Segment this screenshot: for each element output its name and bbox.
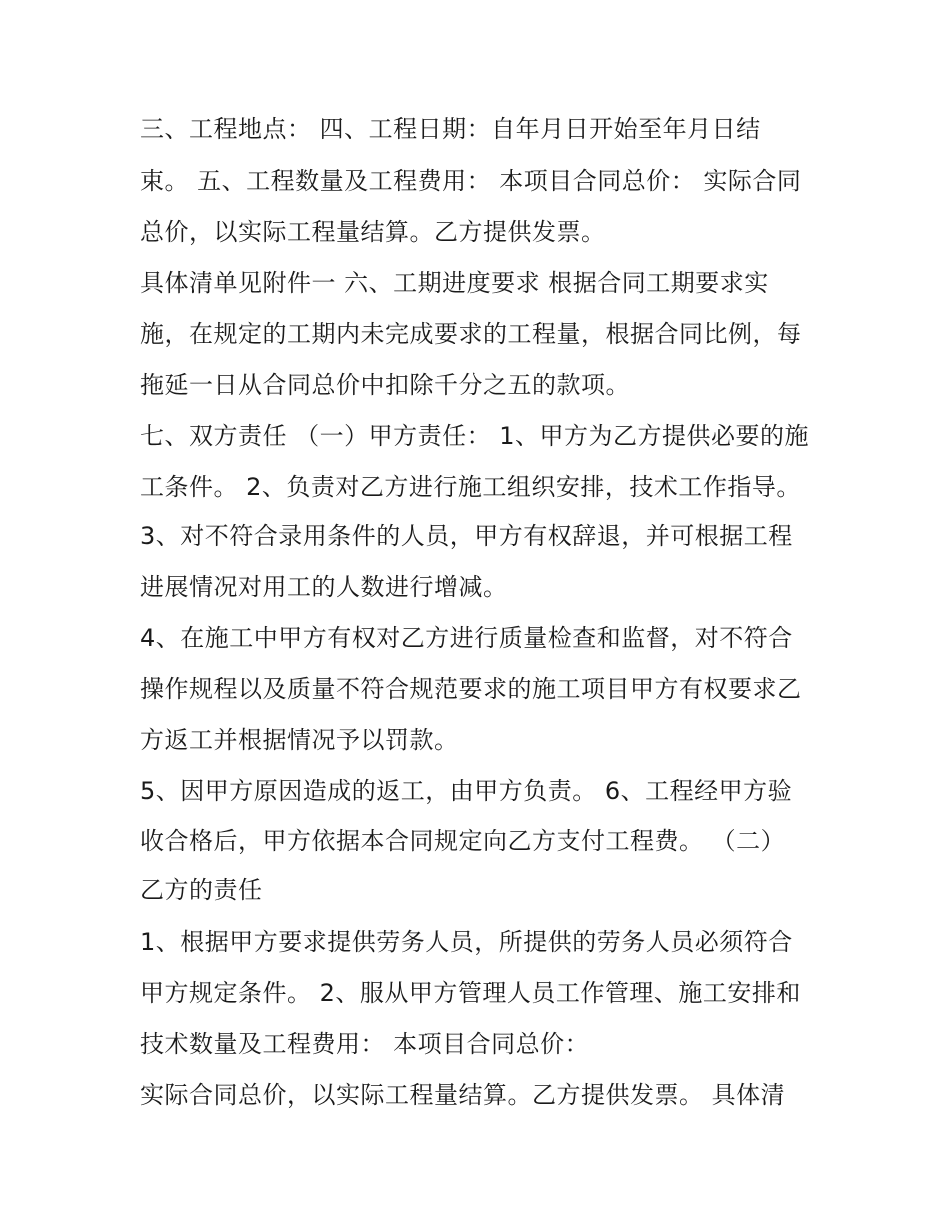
paragraph-line: 1、根据甲方要求提供劳务人员，所提供的劳务人员必须符合 <box>140 928 793 956</box>
paragraph-line: 3、对不符合录用条件的人员，甲方有权辞退，并可根据工程 <box>140 522 793 550</box>
paragraph-line: 技术数量及工程费用： 本项目合同总价： <box>140 1030 590 1058</box>
paragraph-line: 拖延一日从合同总价中扣除千分之五的款项。 <box>140 371 630 399</box>
paragraph-line: 进展情况对用工的人数进行增减。 <box>140 573 508 601</box>
paragraph-line: 操作规程以及质量不符合规范要求的施工项目甲方有权要求乙 <box>140 675 802 703</box>
paragraph-line: 4、在施工中甲方有权对乙方进行质量检查和监督，对不符合 <box>140 624 793 652</box>
paragraph-line: 方返工并根据情况予以罚款。 <box>140 726 459 754</box>
paragraph-line: 七、双方责任 （一）甲方责任： 1、甲方为乙方提供必要的施 <box>140 422 810 450</box>
paragraph-line: 收合格后，甲方依据本合同规定向乙方支付工程费。 （二） <box>140 827 786 855</box>
paragraph-line: 具体清单见附件一 六、工期进度要求 根据合同工期要求实 <box>140 269 769 297</box>
paragraph-line: 施，在规定的工期内未完成要求的工程量，根据合同比例，每 <box>140 320 802 348</box>
paragraph-line: 束。 五、工程数量及工程费用： 本项目合同总价： 实际合同 <box>140 167 802 195</box>
paragraph-line: 实际合同总价，以实际工程量结算。乙方提供发票。 具体清 <box>140 1081 786 1109</box>
paragraph-line: 工条件。 2、负责对乙方进行施工组织安排，技术工作指导。 <box>140 473 801 501</box>
paragraph-line: 5、因甲方原因造成的返工，由甲方负责。 6、工程经甲方验 <box>140 777 793 805</box>
paragraph-line: 乙方的责任 <box>140 876 263 904</box>
paragraph-line: 甲方规定条件。 2、服从甲方管理人员工作管理、施工安排和 <box>140 979 801 1007</box>
paragraph-line: 总价，以实际工程量结算。乙方提供发票。 <box>140 218 606 246</box>
paragraph-line: 三、工程地点： 四、工程日期：自年月日开始至年月日结 <box>140 115 761 143</box>
